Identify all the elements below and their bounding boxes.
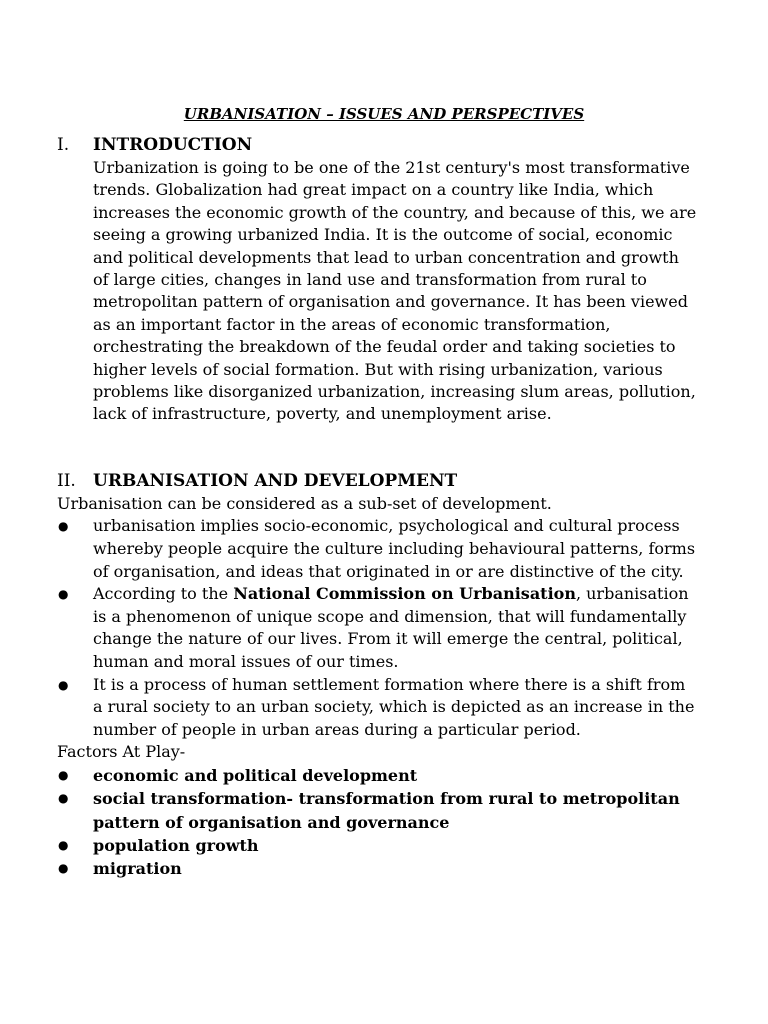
section-urbanisation-development [57, 470, 697, 881]
section-title: INTRODUCTION [93, 135, 253, 155]
list-item-text: It is a process of human settlement formation where there is a shift from a rural society to an urban society, which is depicted as an increase in the number of people in urban areas during a particular period. [93, 674, 695, 739]
list-item-text: urbanisation implies socio-economic, psychological and cultural process whereby people acquire the culture including behavioural patterns, forms of organisation, and ideas that originated in or are distinctive of the city. [93, 516, 696, 581]
factor-text: social transformation- transformation from rural to metropolitan pattern of organisation and governance [93, 789, 680, 832]
list-item-text-pre: According to the [93, 584, 234, 604]
bullet-icon: ● [58, 767, 69, 782]
section-heading [57, 134, 697, 157]
factor-item [57, 857, 697, 880]
factor-item [57, 764, 697, 787]
factors-list [57, 764, 697, 881]
factor-text: migration [93, 859, 182, 879]
bullet-icon: ● [58, 837, 69, 852]
list-item [57, 674, 697, 742]
bullet-icon: ● [58, 677, 69, 692]
factors-label: Factors At Play- [57, 742, 186, 762]
section-number: II. [57, 471, 76, 491]
list-item-text-post: , urbanisation is a phenomenon of unique scope and dimension, that will fundamentally change the nature of our lives. From it will emerge the central, political, human and moral issues of our times. [93, 584, 689, 671]
bullet-icon: ● [58, 861, 69, 876]
list-item [57, 583, 697, 673]
list-item [57, 515, 697, 583]
section-number: I. [57, 135, 70, 155]
section-heading [57, 470, 697, 493]
section-introduction [57, 134, 697, 426]
factor-item [57, 787, 697, 834]
factor-text: population growth [93, 835, 259, 855]
document-title: URBANISATION – ISSUES AND PERSPECTIVES [183, 105, 585, 123]
bullet-icon: ● [58, 587, 69, 602]
section-title: URBANISATION AND DEVELOPMENT [93, 471, 458, 491]
bullet-icon: ● [58, 791, 69, 806]
section-intro-line: Urbanisation can be considered as a sub-set of development. [57, 494, 552, 513]
bullet-icon: ● [58, 519, 69, 534]
bullet-list [57, 515, 697, 741]
factor-item [57, 834, 697, 857]
list-item-bold-term: National Commission on Urbanisation [233, 584, 576, 604]
introduction-paragraph: Urbanization is going to be one of the 21st century's most transformative trends. Globalization had great impact on a country like India, which increases the economic growth of the country, and because of this, we are seeing a growing urbanized India. It is the outcome of social, economic and political developments that lead to urban concentration and growth of large cities, changes in land use and transformation from rural to metropolitan pattern of organisation and governance. It has been viewed as an important factor in the areas of economic transformation, orchestrating the breakdown of the feudal order and taking societies to higher levels of social formation. But with rising urbanization, various problems like disorganized urbanization, increasing slum areas, pollution, lack of infrastructure, poverty, and unemployment arise. [93, 158, 697, 424]
factor-text: economic and political development [93, 765, 418, 785]
